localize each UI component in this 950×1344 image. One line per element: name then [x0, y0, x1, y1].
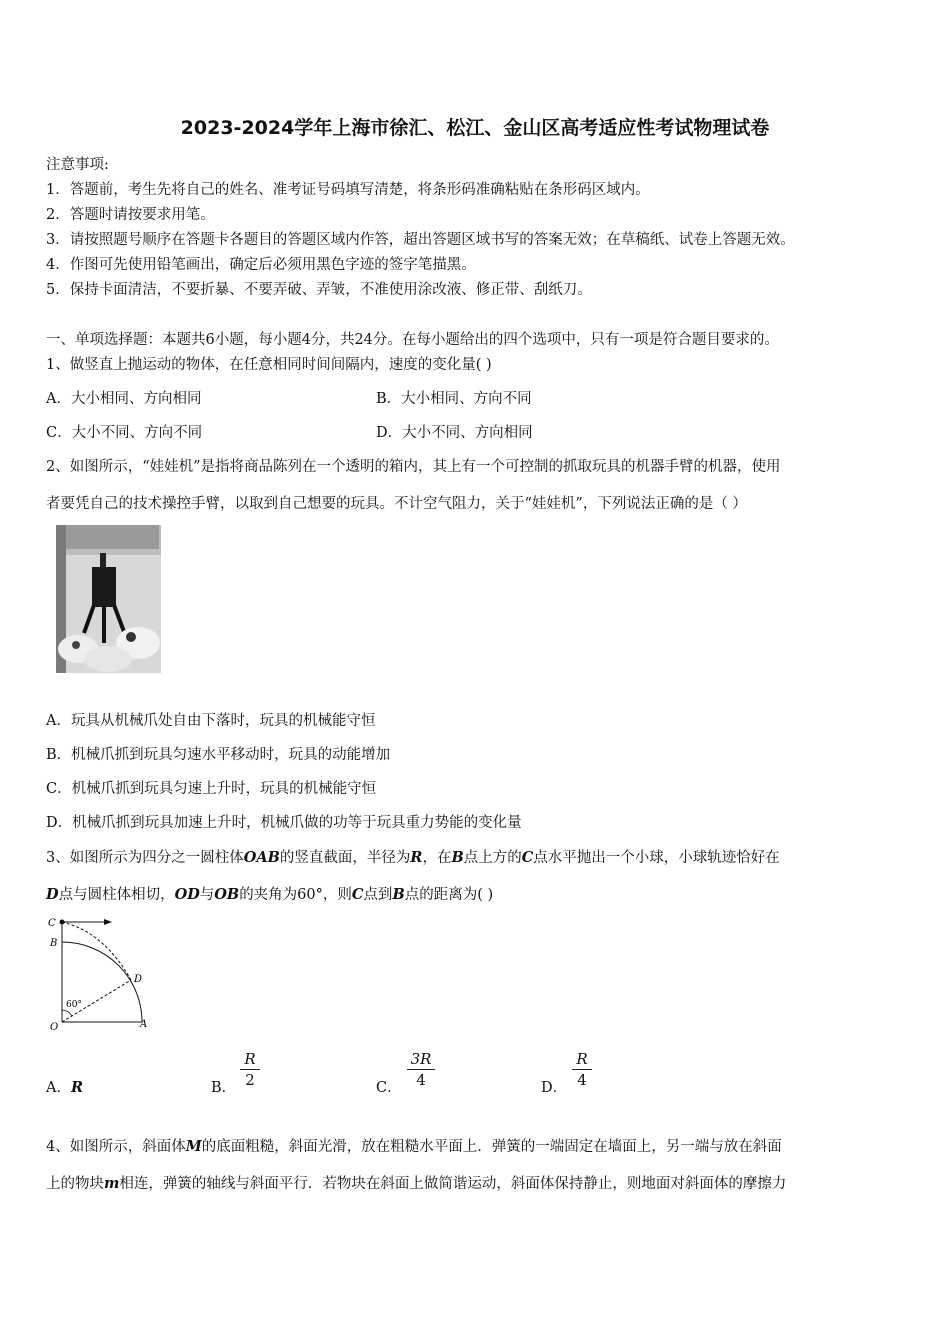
label-d: D [134, 974, 143, 985]
q3-stem-text: 3、如图所示为四分之一圆柱体 [46, 850, 244, 866]
label-a: A [140, 1019, 148, 1030]
notice-item-3: 3．请按照题号顺序在答题卡各题目的答题区域内作答，超出答题区域书写的答案无效；在草稿纸、试卷上答题无效。 [46, 232, 795, 248]
q3-diagram [44, 912, 154, 1034]
q1-stem: 1、做竖直上抛运动的物体，在任意相同时间间隔内，速度的变化量( ) [46, 357, 492, 373]
q1-option-a: A．大小相同、方向相同 [46, 391, 202, 407]
label-c: C [48, 918, 56, 929]
q2-option-a: A．玩具从机械爪处自由下落时，玩具的机械能守恒 [46, 713, 376, 729]
q3-option-d-numerator: R [576, 1050, 588, 1068]
q2-option-d: D．机械爪抓到玩具加速上升时，机械爪做的功等于玩具重力势能的变化量 [46, 815, 522, 831]
q4-stem-text: 上的物块 [46, 1176, 104, 1192]
notice-heading: 注意事项: [46, 157, 109, 173]
notice-item-2: 2．答题时请按要求用笔。 [46, 207, 215, 223]
q3-stem-line-1 [46, 846, 780, 867]
q3-option-c-fraction [407, 1050, 435, 1089]
q3-option-c-numerator: 3R [410, 1050, 432, 1068]
q4-var-m-upper: M [185, 1138, 202, 1155]
q3-stem-text: 点上方的 [463, 850, 522, 866]
q3-option-b-denominator: 2 [245, 1071, 255, 1089]
q3-var-b: B [392, 886, 405, 903]
q3-var-oab: OAB [243, 849, 280, 866]
q2-option-c: C．机械爪抓到玩具匀速上升时，玩具的机械能守恒 [46, 781, 377, 797]
fraction-bar [407, 1069, 435, 1070]
q3-option-b-label: B． [211, 1080, 237, 1096]
q3-var-r: R [410, 849, 423, 866]
q3-option-a [46, 1076, 83, 1097]
q3-option-a-label: A． [46, 1080, 71, 1096]
q3-option-d-label: D． [541, 1080, 568, 1096]
q4-stem-text: 相连，弹簧的轴线与斜面平行．若物块在斜面上做简谐运动，斜面体保持静止，则地面对斜面体的摩擦力 [119, 1176, 787, 1192]
q3-stem-text: ，在 [422, 850, 452, 866]
q3-var-d: D [46, 886, 59, 903]
q3-option-b-numerator: R [244, 1050, 256, 1068]
fraction-bar [240, 1069, 260, 1070]
q3-var-c: C [351, 886, 364, 903]
q3-stem-line-2 [46, 883, 493, 904]
fraction-bar [572, 1069, 592, 1070]
q4-var-m-lower: m [104, 1175, 120, 1192]
q2-stem-line-1: 2、如图所示，“娃娃机”是指将商品陈列在一个透明的箱内，其上有一个可控制的抓取玩具的机器手臂的机器，使用 [46, 459, 781, 475]
notice-item-4: 4．作图可先使用铅笔画出，确定后必须用黑色字迹的签字笔描黑。 [46, 257, 476, 273]
q3-option-d-denominator: 4 [577, 1071, 587, 1089]
label-o: O [50, 1022, 59, 1033]
claw-machine-photo [56, 525, 161, 673]
q2-stem-line-2: 者要凭自己的技术操控手臂，以取到自己想要的玩具。不计空气阻力，关于“娃娃机”，下列说法正确的是（ ） [46, 496, 747, 512]
q3-stem-text: 与 [199, 887, 215, 903]
q3-stem-text: 的竖直截面，半径为 [279, 850, 411, 866]
q3-var-c: C [521, 849, 534, 866]
q3-option-b-fraction [240, 1050, 260, 1089]
q3-option-c-label: C． [376, 1080, 402, 1096]
q3-stem-text: 点与圆柱体相切， [58, 887, 175, 903]
notice-item-5: 5．保持卡面清洁，不要折暴、不要弄破、弄皱，不准使用涂改液、修正带、刮纸刀。 [46, 282, 592, 298]
q1-option-b: B．大小相同、方向不同 [376, 391, 532, 407]
q3-stem-text: 点到 [363, 887, 393, 903]
q3-option-a-value: R [70, 1079, 84, 1096]
q4-stem-text: 4、如图所示，斜面体 [46, 1139, 186, 1155]
label-b: B [50, 938, 58, 949]
label-angle: 60° [66, 1000, 82, 1010]
q3-stem-text: 的夹角为60°，则 [239, 887, 352, 903]
q3-stem-text: 点水平抛出一个小球，小球轨迹恰好在 [533, 850, 780, 866]
quarter-cylinder-diagram [44, 912, 154, 1034]
q2-option-b: B．机械爪抓到玩具匀速水平移动时，玩具的动能增加 [46, 747, 391, 763]
q4-stem-text: 的底面粗糙，斜面光滑，放在粗糙水平面上．弹簧的一端固定在墙面上，另一端与放在斜面 [201, 1139, 782, 1155]
q3-option-c-denominator: 4 [416, 1071, 426, 1089]
q4-stem-line-1 [46, 1135, 782, 1156]
notice-item-1: 1．答题前，考生先将自己的姓名、准考证号码填写清楚，将条形码准确粘贴在条形码区域内。 [46, 182, 650, 198]
q1-option-d: D．大小不同、方向相同 [376, 425, 533, 441]
q4-stem-line-2 [46, 1172, 786, 1193]
section-1-heading: 一、单项选择题：本题共6小题，每小题4分，共24分。在每小题给出的四个选项中，只有一项是符合题目要求的。 [46, 332, 779, 348]
q3-stem-text: 点的距离为( ) [404, 887, 494, 903]
claw-machine-illustration [56, 525, 161, 673]
q1-option-c: C．大小不同、方向不同 [46, 425, 203, 441]
q3-var-od: OD [174, 886, 200, 903]
q3-option-d-fraction [572, 1050, 592, 1089]
q3-var-ob: OB [214, 886, 240, 903]
exam-title: 2023-2024学年上海市徐汇、松江、金山区高考适应性考试物理试卷 [180, 117, 770, 139]
q3-var-b: B [451, 849, 464, 866]
